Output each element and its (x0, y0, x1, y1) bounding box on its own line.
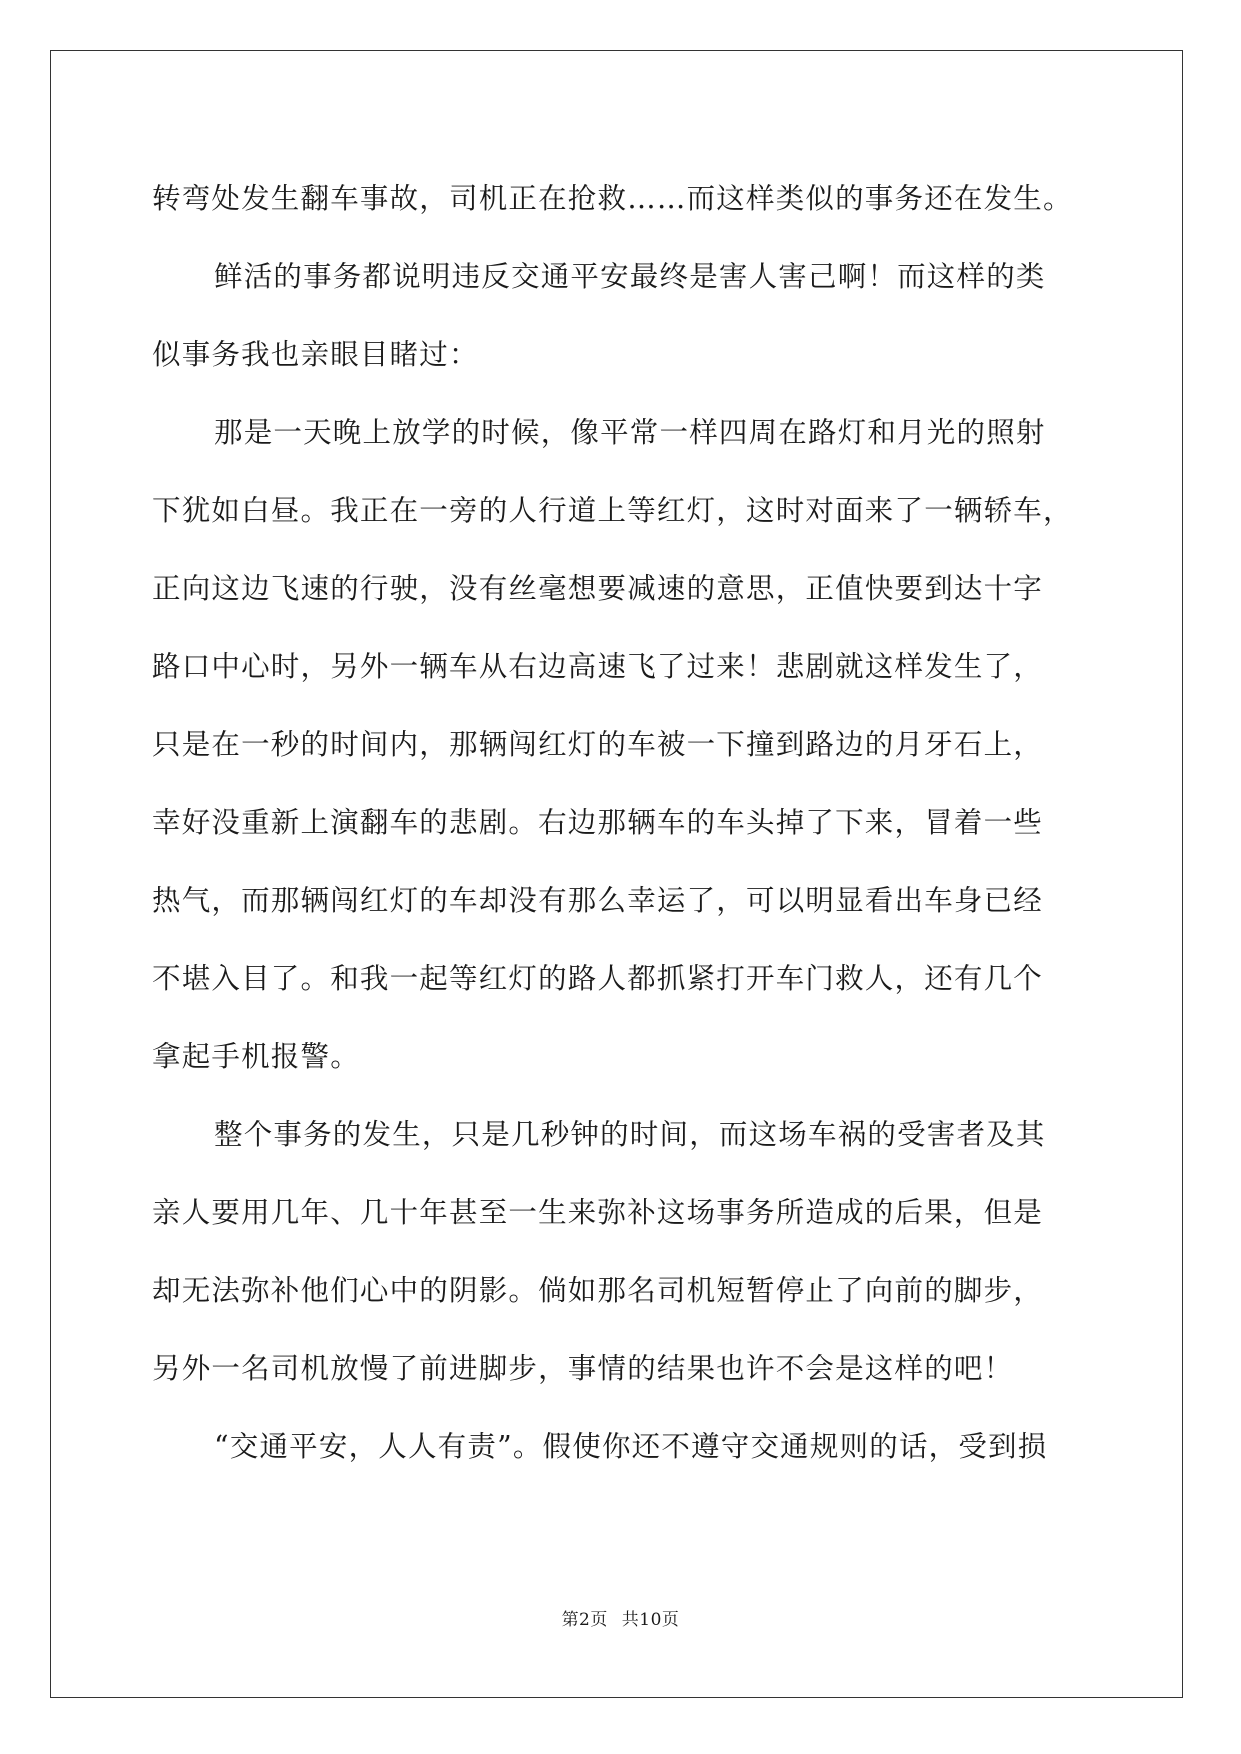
text-line-2: 鲜活的事务都说明违反交通平安最终是害人害己啊！而这样的类 (214, 260, 1046, 293)
text-line-11: 不堪入目了。和我一起等红灯的路人都抓紧打开车门救人，还有几个 (152, 962, 1044, 995)
text-line-8: 只是在一秒的时间内，那辆闯红灯的车被一下撞到路边的月牙石上， (152, 728, 1044, 761)
text-line-10: 热气，而那辆闯红灯的车却没有那么幸运了，可以明显看出车身已经 (152, 884, 1044, 917)
text-line-13: 整个事务的发生，只是几秒钟的时间，而这场车祸的受害者及其 (214, 1118, 1046, 1151)
text-line-7: 路口中心时，另外一辆车从右边高速飞了过来！悲剧就这样发生了， (152, 650, 1044, 683)
text-line-14: 亲人要用几年、几十年甚至一生来弥补这场事务所造成的后果，但是 (152, 1196, 1044, 1229)
text-line-3: 似事务我也亲眼目睹过： (152, 338, 479, 371)
text-line-1: 转弯处发生翻车事故，司机正在抢救……而这样类似的事务还在发生。 (152, 182, 1073, 215)
page-footer (0, 1605, 1241, 1630)
page-number: 第2页 (561, 1610, 608, 1630)
text-line-15: 却无法弥补他们心中的阴影。倘如那名司机短暂停止了向前的脚步， (152, 1274, 1044, 1307)
text-line-17: “交通平安，人人有责”。假使你还不遵守交通规则的话，受到损 (214, 1430, 1048, 1463)
text-line-5: 下犹如白昼。我正在一旁的人行道上等红灯，这时对面来了一辆轿车， (152, 494, 1073, 527)
text-line-12: 拿起手机报警。 (152, 1040, 360, 1073)
text-line-4: 那是一天晚上放学的时候，像平常一样四周在路灯和月光的照射 (214, 416, 1046, 449)
text-line-6: 正向这边飞速的行驶，没有丝毫想要减速的意思，正值快要到达十字 (152, 572, 1044, 605)
page-total: 共10页 (621, 1610, 680, 1630)
text-line-16: 另外一名司机放慢了前进脚步，事情的结果也许不会是这样的吧！ (152, 1352, 1014, 1385)
document-body (152, 160, 1082, 1486)
text-line-9: 幸好没重新上演翻车的悲剧。右边那辆车的车头掉了下来，冒着一些 (152, 806, 1044, 839)
